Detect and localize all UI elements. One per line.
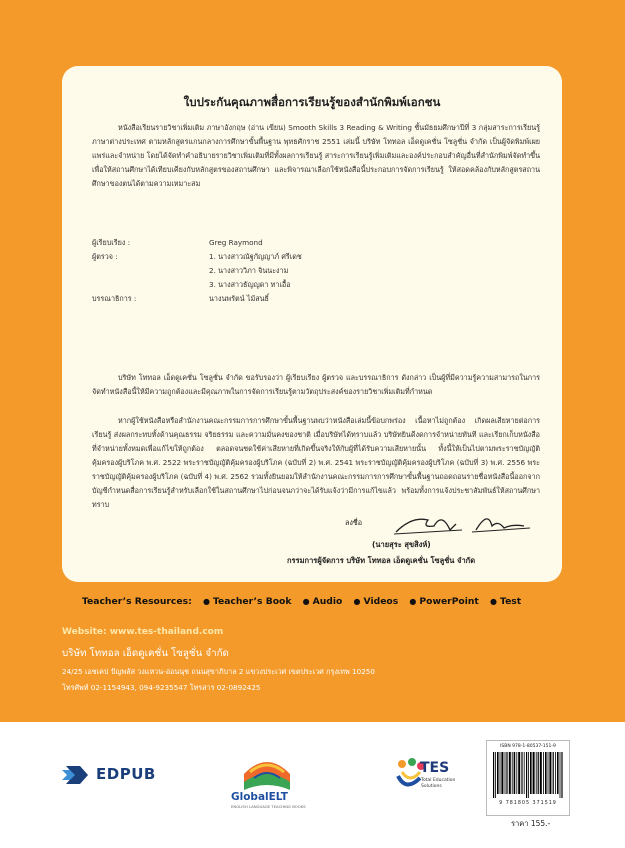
publisher-phone: โทรศัพท์ 02-1154943, 094-9235547 โทรสาร 02-0892425 — [62, 683, 261, 692]
certificate-title: ใบประกันคุณภาพสื่อการเรียนรู้ของสำนักพิมพ์เอกชน — [183, 95, 441, 109]
resource-item: ● Audio — [302, 596, 343, 607]
teacher-resources — [82, 596, 552, 607]
barcode — [486, 740, 570, 816]
publisher-name: บริษัท โททอล เอ็ดดูเคชั่น โซลูชั่น จำกัด — [62, 648, 229, 659]
globalelt-logo-text: GlobalELT — [231, 791, 288, 803]
isbn-text: ISBN 978-1-80537-151-9 — [500, 744, 556, 749]
publisher-address: 24/25 เอชเคป ปัญพลัส วงแหวน-อ่อนนุช ถนนสุขาภิบาล 2 แขวงประเวศ เขตประเวศ กรุงเทพ 10250 — [62, 667, 375, 676]
credit-row — [92, 292, 532, 306]
certificate-paragraph-1: หนังสือเรียนรายวิชาเพิ่มเติม ภาษาอังกฤษ (อ่าน เขียน) Smooth Skills 3 Reading & Writing ชั้นมัธยมศึกษาปีที่ 3 กลุ่มสาระการเรียนรู้ภาษาต่างประเทศ ตามหลักสูตรแกนกลางการศึกษาขั้นพื้นฐาน พุทธศักราช 2551 เล่มนี้ บริษัท โททอล เอ็ดดูเคชั่น โซลูชั่น จำกัด เป็นผู้จัดพิมพ์เผยแพร่และจำหน่าย โดยได้จัดทำคำอธิบายรายวิชาเพิ่มเติมที่มีทั้งผลการเรียนรู้ สาระการเรียนรู้เพิ่มเติมและองค์ประกอบสำคัญอื่นที่สำนักพิมพ์จัดทำขึ้น เพื่อให้สถานศึกษาได้เทียบเคียงกับหลักสูตรของสถานศึกษา และพิจารณาเลือกใช้หนังสือนี้ประกอบการจัดการเรียนรู้ ให้สอดคล้องกับหลักสูตรสถานศึกษาของตนได้ตามความเหมาะสม — [92, 123, 540, 188]
credit-value: นางนพรัตน์ ไม้สนธิ์ — [209, 294, 269, 303]
credit-row — [92, 236, 532, 250]
signer-name: (นายสุระ สุขสิงห์) — [372, 540, 431, 549]
bullet-icon: ● — [202, 597, 210, 606]
credit-row — [92, 278, 532, 292]
certificate-paragraph-2: บริษัท โททอล เอ็ดดูเคชั่น โซลูชั่น จำกัด ขอรับรองว่า ผู้เรียบเรียง ผู้ตรวจ และบรรณาธิการ ดังกล่าว เป็นผู้ที่มีความรู้ความสามารถในการจัดทำหนังสือนี้ให้มีความถูกต้องและมีคุณภาพในการจัดการเรียนรู้ตามวัตถุประสงค์ของรายวิชาเพิ่มเติมที่กำหนด — [92, 373, 540, 396]
credit-value: 3. นางสาวธัญญดา ทาเอื้อ — [209, 280, 291, 289]
credit-value: Greg Raymond — [209, 238, 263, 247]
tes-logo-subtitle: Total Education Solutions — [421, 778, 456, 789]
credit-value: 2. นางสาววิภา จินนะงาม — [209, 266, 289, 275]
bullet-icon: ● — [409, 597, 417, 606]
credit-row — [92, 264, 532, 278]
bullet-icon: ● — [490, 597, 498, 606]
resource-item: ● Test — [490, 596, 522, 607]
globe-logo-icon — [238, 752, 296, 792]
resource-item: ● PowerPoint — [409, 596, 479, 607]
bullet-icon: ● — [302, 597, 310, 606]
resource-item: ● Teacher’s Book — [202, 596, 292, 607]
credit-row — [92, 250, 532, 264]
publisher-website: Website: www.tes-thailand.com — [62, 627, 224, 637]
credit-value: 1. นางสาวณัฐกัญญาภ์ ศรีเดช — [209, 252, 302, 261]
resources-label: Teacher’s Resources: — [82, 596, 192, 607]
tes-logo-text: TES — [420, 760, 450, 776]
sign-label: ลงชื่อ — [345, 518, 363, 527]
barcode-number: 9 781805 371519 — [499, 801, 557, 806]
certificate-panel — [62, 66, 562, 582]
barcode-bars-icon — [493, 752, 563, 798]
credits-list — [92, 236, 532, 306]
certificate-paragraph-3: หากผู้ใช้หนังสือหรือสำนักงานคณะกรรมการการศึกษาขั้นพื้นฐานพบว่าหนังสือเล่มนี้ข้อบกพร่อง เนื้อหาไม่ถูกต้อง เกิดผลเสียหายต่อการเรียนรู้ ส่งผลกระทบทั้งด้านคุณธรรม จริยธรรม และความมั่นคงของชาติ เมื่อบริษัทได้ทราบแล้ว บริษัทยินดีงดการจำหน่ายทันที และเรียกเก็บหนังสือที่จำหน่ายทั้งหมดเพื่อแก้ไขให้ถูกต้อง ตลอดจนชดใช้ค่าเสียหายที่เกิดขึ้นจริงให้กับผู้ที่ได้รับความเสียหายนั้น ทั้งนี้ให้เป็นไปตามพระราชบัญญัติคุ้มครองผู้บริโภค พ.ศ. 2522 พระราชบัญญัติคุ้มครองผู้บริโภค (ฉบับที่ 2) พ.ศ. 2541 พระราชบัญญัติคุ้มครองผู้บริโภค (ฉบับที่ 3) พ.ศ. 2556 พระราชบัญญัติคุ้มครองผู้บริโภค (ฉบับที่ 4) พ.ศ. 2562 รวมทั้งยินยอมให้สำนักงานคณะกรรมการการศึกษาขั้นพื้นฐานถอดถอนรายชื่อหนังสือนี้ออกจากบัญชีกำหนดสื่อการเรียนรู้สำหรับเลือกใช้ในสถานศึกษาไปก่อนจนกว่าจะได้รับแจ้งว่ามีการแก้ไขแล้ว พร้อมทั้งการแจ้งประชาสัมพันธ์ให้สถานศึกษาทราบ — [92, 416, 540, 509]
price: ราคา 155.- — [511, 819, 551, 828]
globalelt-tagline: ENGLISH LANGUAGE TEACHING BOOKS — [231, 804, 306, 809]
credit-label: ผู้เรียบเรียง : — [92, 238, 131, 247]
resource-item: ● Videos — [353, 596, 399, 607]
signer-title: กรรมการผู้จัดการ บริษัท โททอล เอ็ดดูเคชั่น โซลูชั่น จำกัด — [287, 556, 476, 565]
credit-label: ผู้ตรวจ : — [92, 252, 118, 261]
credit-label: บรรณาธิการ : — [92, 294, 137, 303]
bullet-icon: ● — [353, 597, 361, 606]
edpub-logo-text: EDPUB — [96, 765, 156, 783]
